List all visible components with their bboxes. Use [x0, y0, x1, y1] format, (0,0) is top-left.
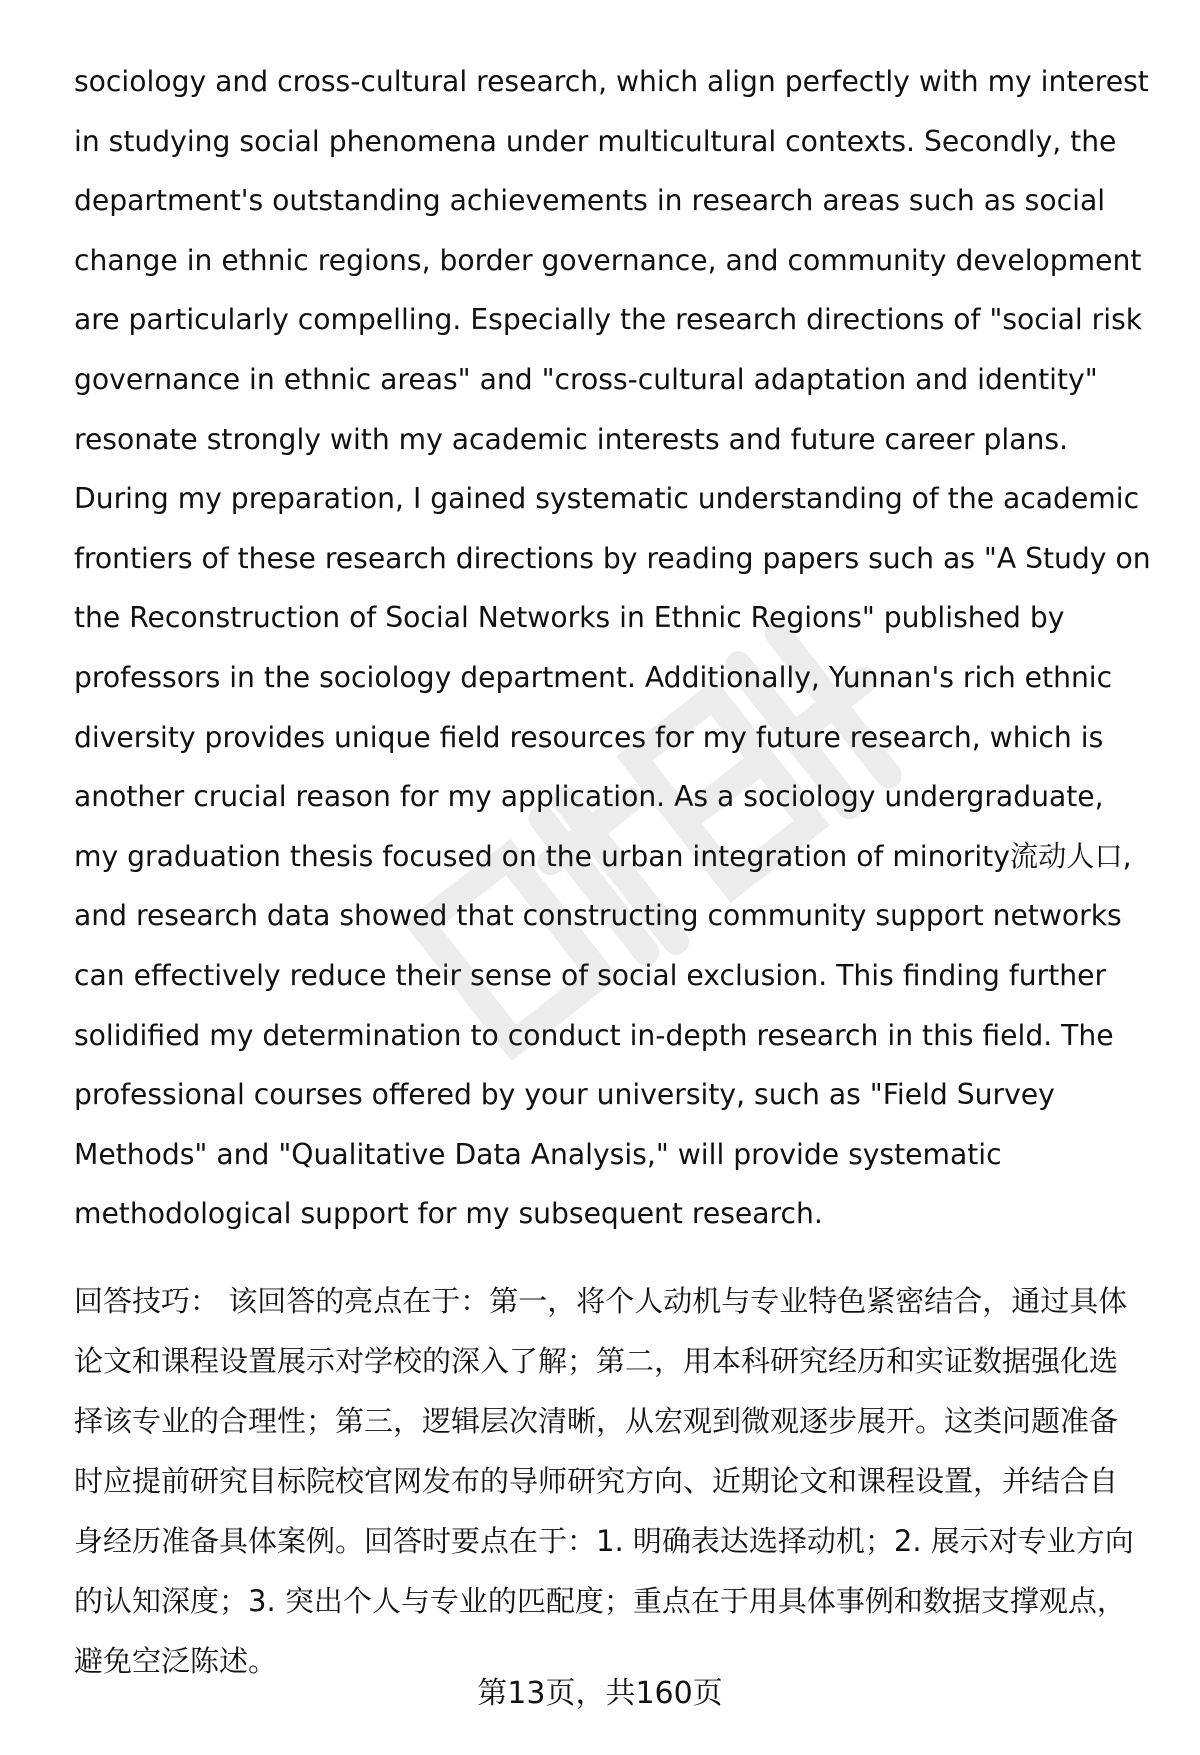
essay-line: change in ethnic regions, border governance, and community development	[74, 243, 1142, 277]
essay-line: and research data showed that constructing community support networks	[74, 899, 1122, 933]
essay-line: can effectively reduce their sense of social exclusion. This finding further	[74, 958, 1107, 992]
essay-line: governance in ethnic areas" and "cross-cultural adaptation and identity"	[74, 362, 1098, 396]
tip-line: 时应提前研究目标院校官网发布的导师研究方向、近期论文和课程设置，并结合自	[74, 1464, 1119, 1498]
tip-line: 避免空泛陈述。	[74, 1644, 278, 1678]
essay-paragraph	[74, 52, 1164, 1244]
essay-line: department's outstanding achievements in research areas such as social	[74, 184, 1106, 218]
essay-line: another crucial reason for my application. As a sociology undergraduate,	[74, 780, 1104, 814]
tip-line: 论文和课程设置展示对学校的深入了解；第二，用本科研究经历和实证数据强化选	[74, 1344, 1119, 1378]
tip-line: 择该专业的合理性；第三，逻辑层次清晰，从宏观到微观逐步展开。这类问题准备	[74, 1404, 1119, 1438]
essay-line: professional courses offered by your university, such as "Field Survey	[74, 1078, 1055, 1112]
essay-line: frontiers of these research directions by reading papers such as "A Study on	[74, 541, 1151, 575]
essay-line: solidified my determination to conduct in-depth research in this field. The	[74, 1018, 1114, 1052]
essay-line: resonate strongly with my academic interests and future career plans.	[74, 422, 1069, 456]
essay-line: the Reconstruction of Social Networks in Ethnic Regions" published by	[74, 601, 1065, 635]
essay-line: professors in the sociology department. Additionally, Yunnan's rich ethnic	[74, 660, 1113, 694]
essay-line: my graduation thesis focused on the urban integration of minority流动人口,	[74, 839, 1132, 873]
answer-tips	[74, 1271, 1164, 1691]
essay-line: Methods" and "Qualitative Data Analysis," will provide systematic	[74, 1137, 1002, 1171]
essay-line: methodological support for my subsequent research.	[74, 1197, 823, 1231]
tip-line: 身经历准备具体案例。回答时要点在于：1. 明确表达选择动机；2. 展示对专业方向	[74, 1524, 1134, 1558]
essay-line: are particularly compelling. Especially the research directions of "social risk	[74, 303, 1143, 337]
essay-line: diversity provides unique field resources for my future research, which is	[74, 720, 1104, 754]
tip-line: 的认知深度；3. 突出个人与专业的匹配度；重点在于用具体事例和数据支撑观点，	[74, 1584, 1126, 1618]
essay-line: in studying social phenomena under multicultural contexts. Secondly, the	[74, 124, 1117, 158]
essay-line: During my preparation, I gained systematic understanding of the academic	[74, 482, 1140, 516]
tip-line: 回答技巧： 该回答的亮点在于：第一，将个人动机与专业特色紧密结合，通过具体	[74, 1284, 1128, 1318]
page-number: 第13页，共160页	[477, 1676, 723, 1711]
essay-line: sociology and cross-cultural research, which align perfectly with my interest	[74, 65, 1149, 98]
